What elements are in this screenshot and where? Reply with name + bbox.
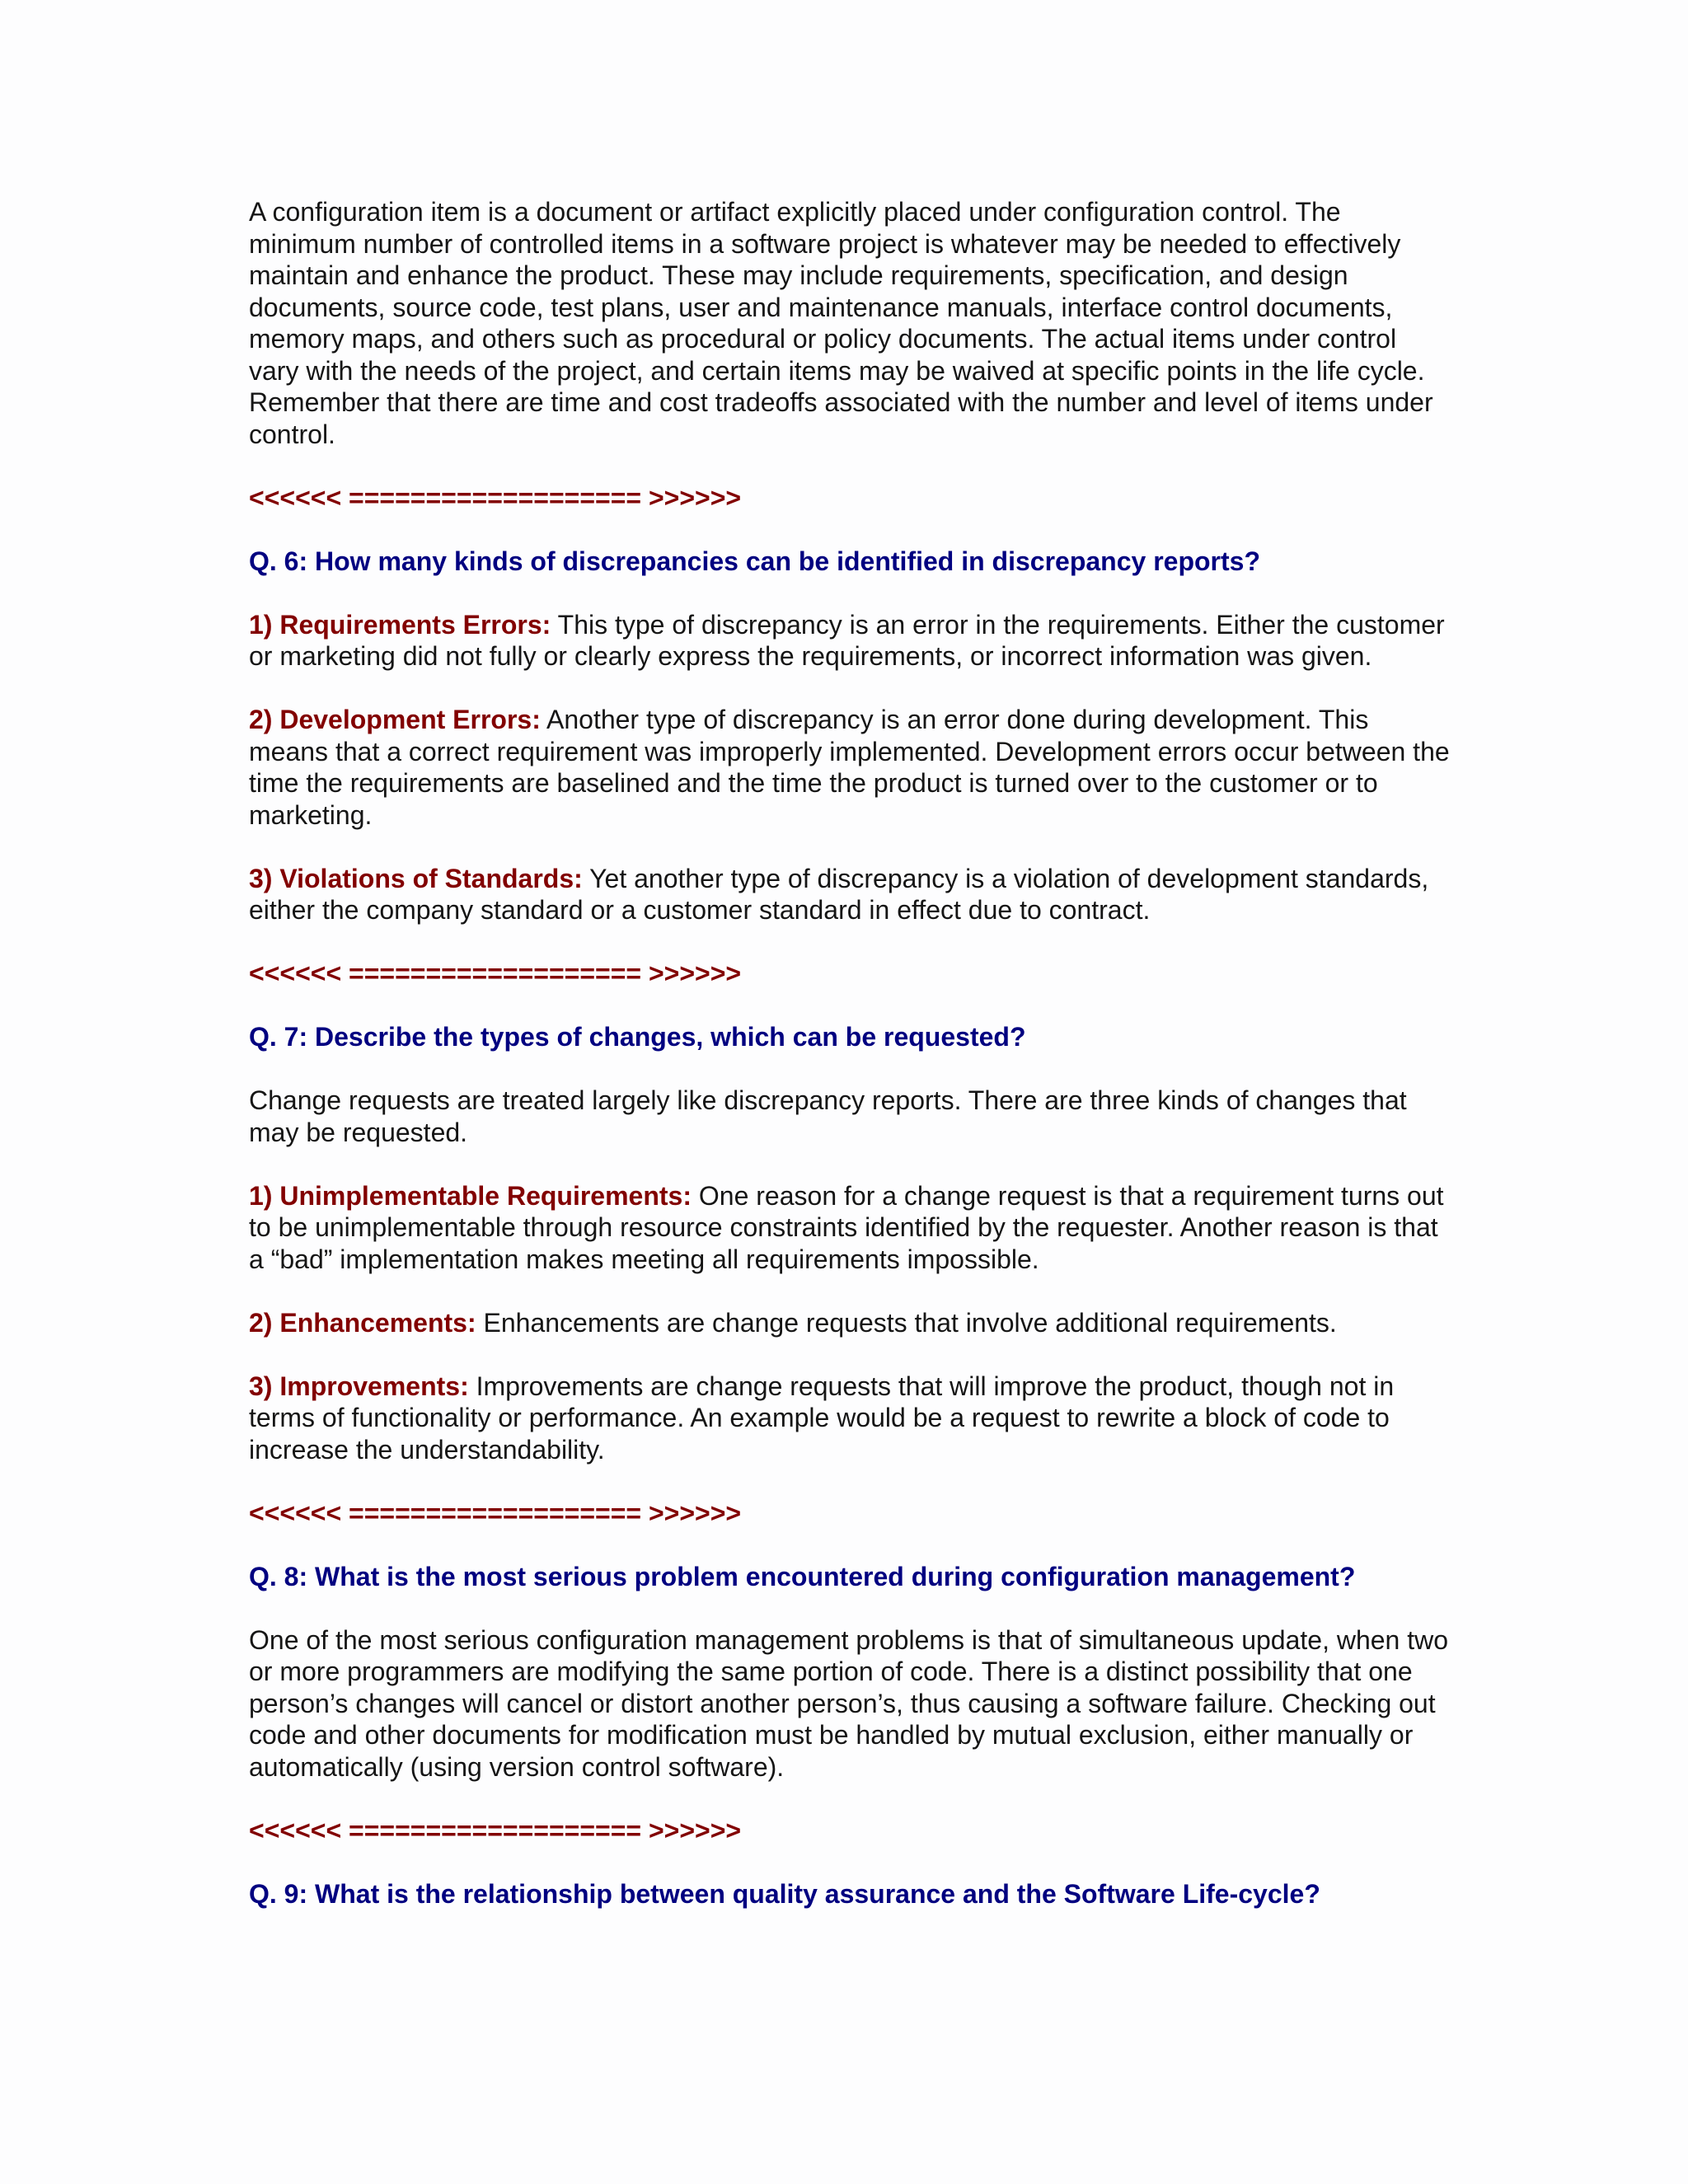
q7-item-2-text: Enhancements are change requests that involve additional requirements.	[476, 1307, 1337, 1338]
q7-item-3-title: 3) Improvements:	[249, 1371, 469, 1401]
section-separator: <<<<<< =================== >>>>>>	[249, 958, 742, 988]
question-9: Q. 9: What is the relationship between quality assurance and the Software Life-cycle?	[249, 1878, 1320, 1909]
q7-item-3	[249, 1371, 1452, 1466]
q6-item-2	[249, 704, 1452, 831]
question-7: Q. 7: Describe the types of changes, which can be requested?	[249, 1022, 1026, 1052]
q7-item-2-title: 2) Enhancements:	[249, 1307, 476, 1338]
q7-item-1-text: One reason for a change request is that a requirement turns out to be unimplementable through resource constraints identified by the requester. Another reason is that a “bad” implementation makes meeting all requirements impossible.	[249, 1180, 1444, 1274]
q7-item-3-text: Improvements are change requests that will improve the product, though not in terms of functionality or performance. An example would be a request to rewrite a block of code to increase the understandability.	[249, 1371, 1395, 1465]
q7-intro: Change requests are treated largely like discrepancy reports. There are three kinds of changes that may be requested.	[249, 1085, 1407, 1147]
q8-answer: One of the most serious configuration management problems is that of simultaneous update, when two or more programmers are modifying the same portion of code. There is a distinct possibility that one person’s changes will cancel or distort another person’s, thus causing a software failure. Checking out code and other documents for modification must be handled by mutual exclusion, either manually or automatically (using version control software).	[249, 1624, 1449, 1782]
q7-item-1	[249, 1180, 1452, 1276]
q7-item-2	[249, 1307, 1452, 1339]
question-6: Q. 6: How many kinds of discrepancies can be identified in discrepancy reports?	[249, 546, 1260, 576]
document-content	[249, 196, 1452, 1942]
q6-item-3-text: Yet another type of discrepancy is a violation of development standards, either the company standard or a customer standard in effect due to contract.	[249, 863, 1429, 925]
section-separator: <<<<<< =================== >>>>>>	[249, 1497, 742, 1528]
q7-item-1-title: 1) Unimplementable Requirements:	[249, 1180, 692, 1211]
section-separator: <<<<<< =================== >>>>>>	[249, 482, 742, 513]
q6-item-1	[249, 609, 1452, 673]
q6-item-2-title: 2) Development Errors:	[249, 705, 541, 734]
q6-item-2-text: Another type of discrepancy is an error done during development. This means that a correct requirement was improperly implemented. Development errors occur between the time the requirements are baselined and the time the product is turned over to the customer or to marketing.	[249, 705, 1450, 830]
section-separator: <<<<<< =================== >>>>>>	[249, 1815, 742, 1845]
question-8: Q. 8: What is the most serious problem encountered during configuration management?	[249, 1561, 1356, 1591]
q6-item-1-text: This type of discrepancy is an error in the requirements. Either the customer or marketing did not fully or clearly express the requirements, or incorrect information was given.	[249, 609, 1445, 671]
q6-item-1-title: 1) Requirements Errors:	[249, 609, 551, 640]
intro-paragraph: A configuration item is a document or artifact explicitly placed under configuration control. The minimum number of controlled items in a software project is whatever may be needed to effectively maintain and enhance the product. These may include requirements, specification, and design documents, source code, test plans, user and maintenance manuals, interface control documents, memory maps, and others such as procedural or policy documents. The actual items under control vary with the needs of the project, and certain items may be waived at specific points in the life cycle. Remember that there are time and cost tradeoffs associated with the number and level of items under control.	[249, 197, 1433, 449]
q6-item-3	[249, 863, 1452, 926]
q6-item-3-title: 3) Violations of Standards:	[249, 863, 583, 893]
